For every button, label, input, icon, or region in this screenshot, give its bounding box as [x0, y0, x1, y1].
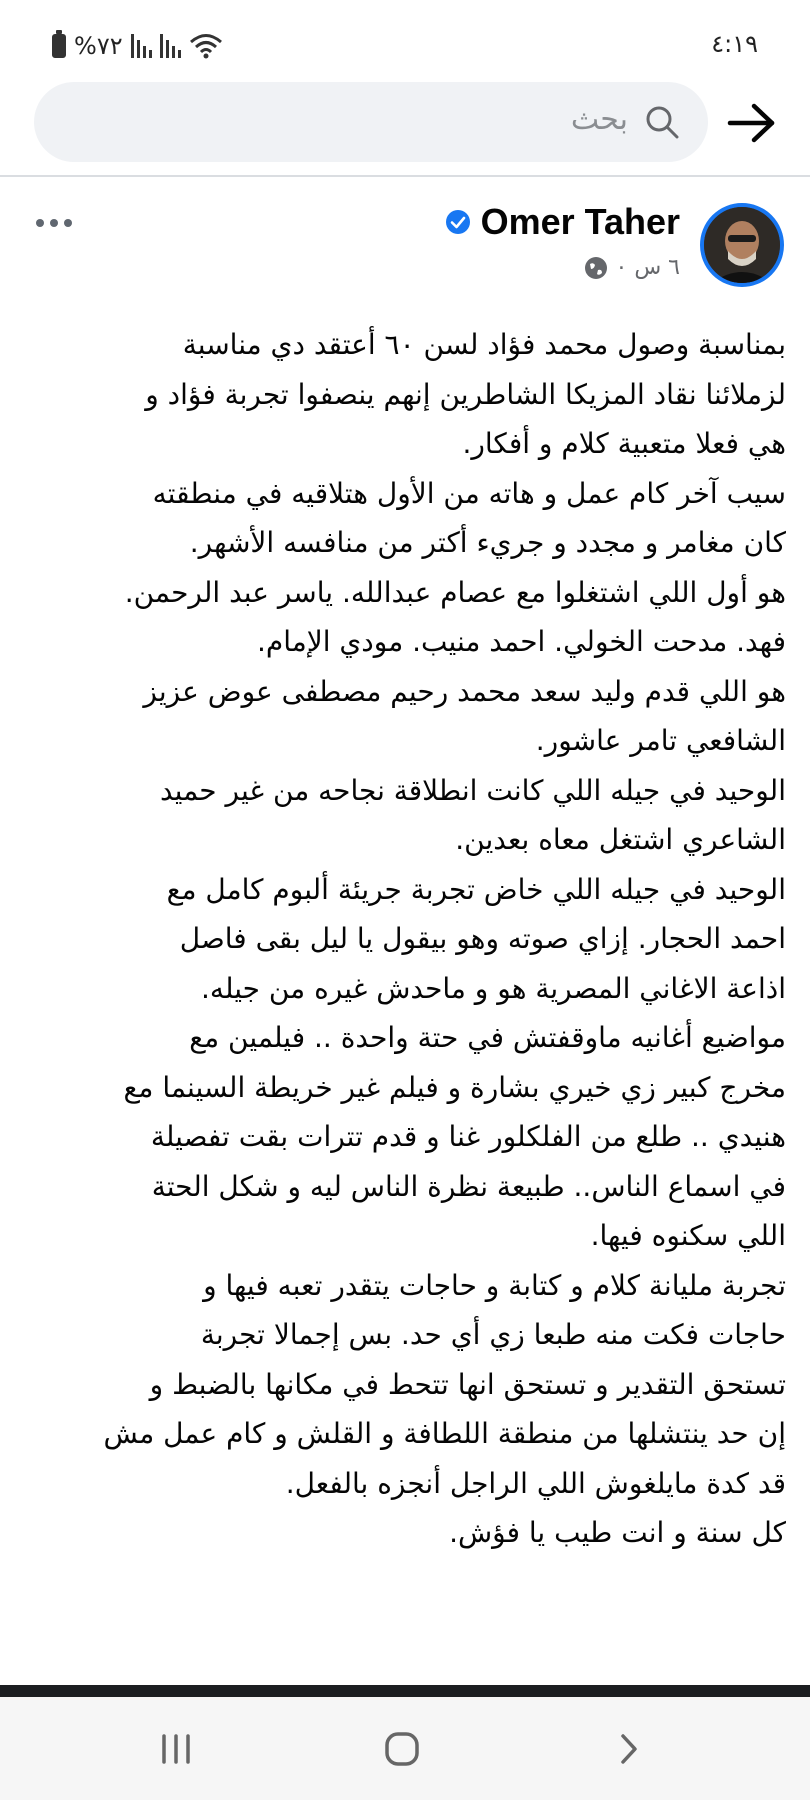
- post-line: الوحيد في جيله اللي كانت انطلاقة نجاحه من غير حميد: [159, 773, 786, 807]
- post-line: إن حد ينتشلها من منطقة اللطافة و القلش و كام عمل مش: [103, 1417, 786, 1450]
- wifi-icon: [189, 32, 223, 60]
- status-time: ٤:١٩: [711, 30, 758, 58]
- post-line: سيب آخر كام عمل و هاته من الأول هتلاقيه في منطقته: [152, 476, 786, 510]
- post-line: مخرج كبير زي خيري بشارة و فيلم غير خريطة السينما مع: [123, 1070, 786, 1104]
- post-line: بمناسبة وصول محمد فؤاد لسن ٦٠ أعتقد دي مناسبة: [182, 328, 786, 361]
- globe-icon: [584, 256, 608, 280]
- signal-icon-2: [160, 34, 181, 58]
- status-indicators: [52, 30, 223, 62]
- post-line: اللي سكنوه فيها.: [590, 1219, 786, 1252]
- post-line: تستحق التقدير و تستحق انها تتحط في مكانها بالضبط و: [149, 1367, 786, 1401]
- media-strip: [0, 1685, 810, 1697]
- nav-back-icon[interactable]: [598, 1727, 658, 1771]
- post-line: هي فعلا متعبية كلام و أفكار.: [462, 427, 786, 460]
- post-line: الشافعي تامر عاشور.: [535, 724, 786, 757]
- author-name[interactable]: Omer Taher: [480, 201, 680, 242]
- search-header: [0, 78, 810, 178]
- post-line: كل سنة و انت طيب يا فؤش.: [449, 1516, 786, 1549]
- post-line: الوحيد في جيله اللي خاض تجربة جريئة ألبوم كامل مع: [166, 872, 786, 906]
- back-arrow-icon[interactable]: [724, 98, 780, 148]
- post-header: [0, 195, 810, 305]
- search-icon: [642, 102, 682, 142]
- avatar[interactable]: [700, 203, 784, 287]
- post-line: هو اللي قدم وليد سعد محمد رحيم مصطفى عوض عزيز: [143, 674, 786, 708]
- signal-icon: [131, 34, 152, 58]
- post-meta: [584, 255, 681, 280]
- post-line: في اسماع الناس.. طبيعة نظرة الناس ليه و شكل الحتة: [151, 1169, 786, 1203]
- post-line: هنيدي .. طلع من الفلكلور غنا و قدم تترات بقت تفصيلة: [150, 1120, 786, 1153]
- post-line: مواضيع أغانيه ماوقفتش في حتة واحدة .. فيلمين مع: [189, 1021, 786, 1054]
- search-input[interactable]: [34, 82, 708, 162]
- recent-apps-icon[interactable]: [146, 1727, 206, 1771]
- post-line: حاجات فكت منه طبعا زي أي حد. بس إجمالا تجربة: [200, 1318, 786, 1351]
- search-placeholder: بحث: [570, 102, 628, 137]
- battery-icon: [52, 34, 66, 58]
- post-line: الشاعري اشتغل معاه بعدين.: [455, 823, 786, 856]
- header-divider: [0, 175, 810, 177]
- post-text: [28, 320, 786, 1558]
- status-bar: [0, 0, 810, 80]
- verified-icon: [445, 209, 471, 235]
- post-line: هو أول اللي اشتغلوا مع عصام عبدالله. ياسر عبد الرحمن.: [124, 575, 786, 609]
- post-line: احمد الحجار. إزاي صوته وهو بيقول يا ليل بقى فاصل: [179, 922, 786, 955]
- more-icon[interactable]: [36, 215, 80, 231]
- system-nav-bar: [0, 1697, 810, 1800]
- author-row: [445, 201, 680, 243]
- battery-percent: %٧٢: [74, 32, 123, 60]
- post-line: فهد. مدحت الخولي. احمد منيب. مودي الإمام.: [256, 625, 786, 658]
- home-icon[interactable]: [372, 1727, 432, 1771]
- post-line: تجربة مليانة كلام و كتابة و حاجات يتقدر تعبه فيها و: [203, 1268, 786, 1302]
- post-line: اذاعة الاغاني المصرية هو و ماحدش غيره من جيله.: [201, 971, 786, 1005]
- post-time[interactable]: ٦ س ٠: [615, 255, 680, 280]
- post-line: لزملائنا نقاد المزيكا الشاطرين إنهم ينصفوا تجربة فؤاد و: [145, 377, 786, 411]
- post-line: قد كدة مايلغوش اللي الراجل أنجزه بالفعل.: [285, 1466, 786, 1500]
- post-line: كان مغامر و مجدد و جريء أكتر من منافسه الأشهر.: [189, 526, 786, 559]
